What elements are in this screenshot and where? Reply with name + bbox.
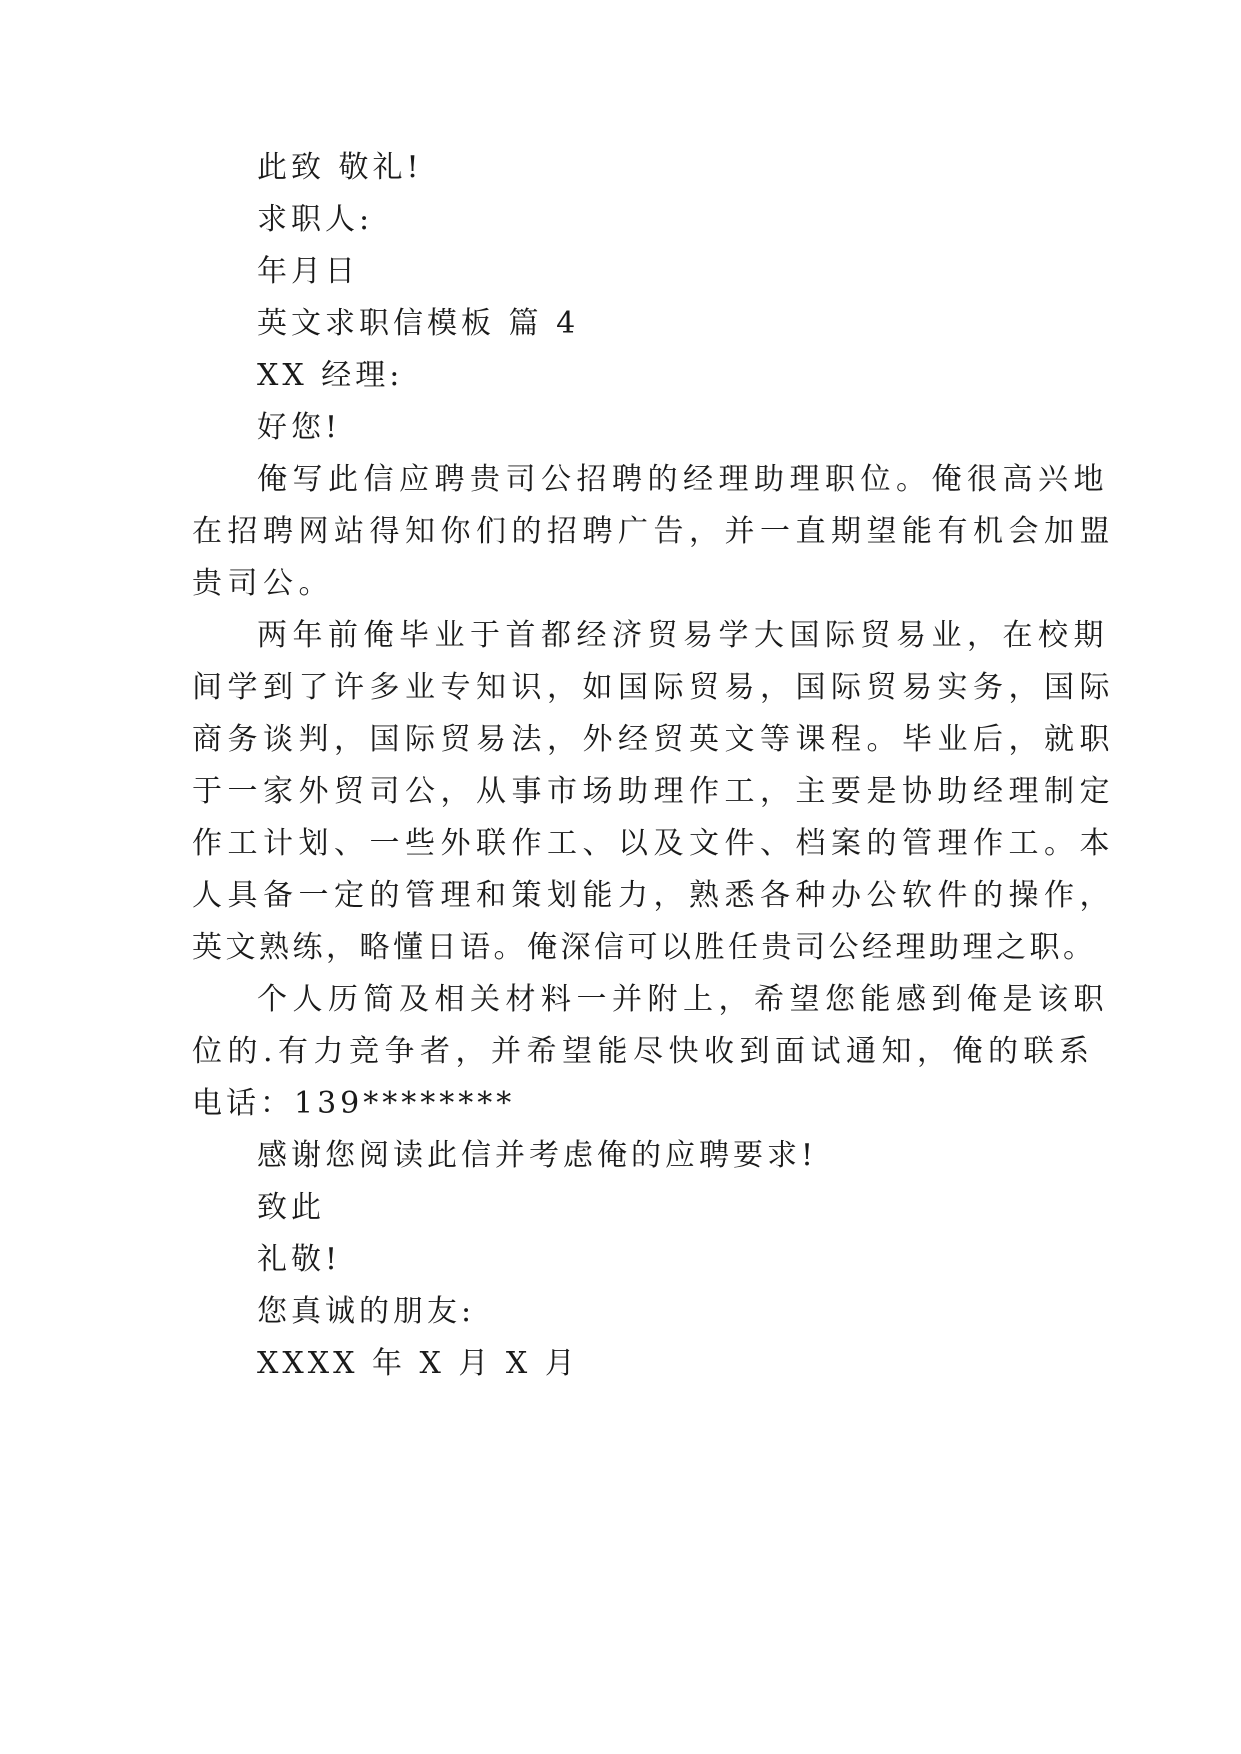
closing-line-1: 致此 xyxy=(257,1190,325,1225)
thanks-line: 感谢您阅读此信并考虑俺的应聘要求! xyxy=(257,1138,818,1173)
greeting: 好您! xyxy=(257,410,342,445)
paragraph-line: 位的.有力竞争者，并希望能尽快收到面试通知，俺的联系 xyxy=(192,1034,1095,1069)
applicant-label: 求职人: xyxy=(257,202,374,237)
paragraph-line: 俺写此信应聘贵司公招聘的经理助理职位。俺很高兴地 xyxy=(257,462,1109,497)
paragraph-line: 在招聘网站得知你们的招聘广告，并一直期望能有机会加盟 xyxy=(192,514,1115,549)
paragraph-line: 两年前俺毕业于首都经济贸易学大国际贸易业，在校期 xyxy=(257,618,1109,653)
section-title: 英文求职信模板 篇 4 xyxy=(257,306,580,341)
paragraph-line: 人具备一定的管理和策划能力，熟悉各种办公软件的操作， xyxy=(192,878,1115,913)
closing-salutation: 此致 敬礼! xyxy=(257,150,423,185)
letter-date: XXXX 年 X 月 X 月 xyxy=(257,1346,579,1381)
paragraph-line: 作工计划、一些外联作工、以及文件、档案的管理作工。本 xyxy=(192,826,1115,861)
recipient: XX 经理: xyxy=(257,358,404,393)
paragraph-line: 商务谈判，国际贸易法，外经贸英文等课程。毕业后，就职 xyxy=(192,722,1115,757)
paragraph-line: 于一家外贸司公，从事市场助理作工，主要是协助经理制定 xyxy=(192,774,1115,809)
phone-line: 电话：139******** xyxy=(192,1086,516,1121)
closing-line-2: 礼敬! xyxy=(257,1242,342,1277)
signoff: 您真诚的朋友: xyxy=(257,1294,476,1329)
paragraph-line: 间学到了许多业专知识，如国际贸易，国际贸易实务，国际 xyxy=(192,670,1115,705)
paragraph-line: 个人历简及相关材料一并附上，希望您能感到俺是该职 xyxy=(257,982,1109,1017)
paragraph-line: 贵司公。 xyxy=(192,566,334,601)
paragraph-line: 英文熟练，略懂日语。俺深信可以胜任贵司公经理助理之职。 xyxy=(192,930,1097,965)
date-placeholder: 年月日 xyxy=(257,254,359,289)
